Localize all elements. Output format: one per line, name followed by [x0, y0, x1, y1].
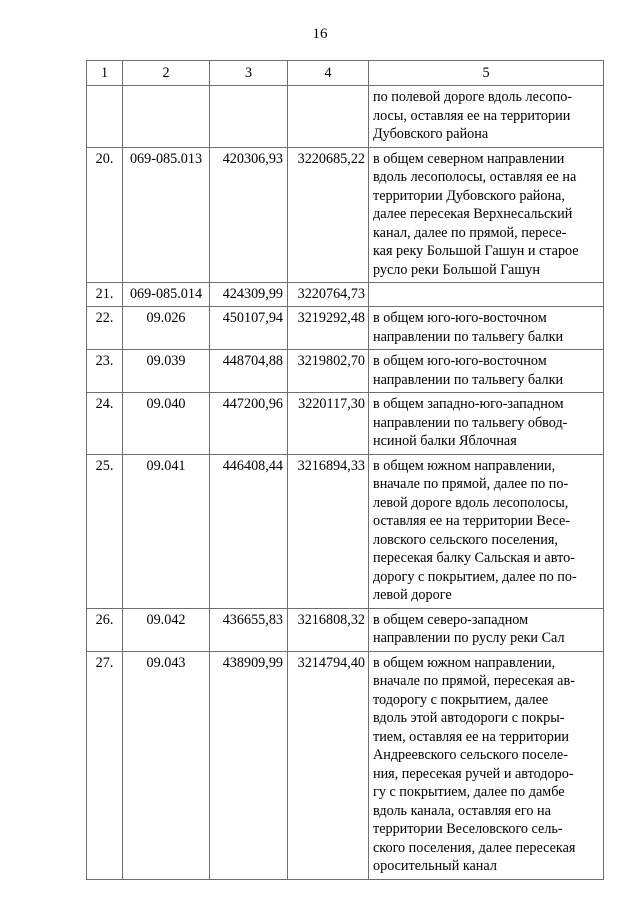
- row-number-cell: [87, 86, 123, 148]
- description-line: левой дороге: [373, 587, 452, 603]
- row-number-cell: 22.: [87, 307, 123, 350]
- header-cell: 3: [210, 61, 288, 86]
- point-code-cell: [123, 86, 210, 148]
- description-line: вначале по прямой, пересекая ав-: [373, 673, 575, 689]
- point-code-cell: 069-085.013: [123, 147, 210, 283]
- row-number-cell: 25.: [87, 454, 123, 608]
- description-line: русло реки Большой Гашун: [373, 261, 540, 278]
- row-number-cell: 26.: [87, 608, 123, 651]
- point-code-cell: 09.042: [123, 608, 210, 651]
- description-line: по полевой дороге вдоль лесопо-: [373, 89, 573, 105]
- table-row: [87, 454, 604, 608]
- y-coordinate-cell: 3220117,30: [288, 393, 369, 455]
- description-line: ловского сельского поселения,: [373, 531, 558, 548]
- description-line: в общем южном направлении,: [373, 654, 556, 671]
- description-line: территории Веселовского сель-: [373, 821, 563, 837]
- description-line: вначале по прямой, далее по по-: [373, 476, 569, 492]
- route-description-cell: [369, 350, 604, 393]
- description-line: в общем юго-юго-восточном: [373, 353, 547, 369]
- description-line: оросительный канал: [373, 858, 497, 874]
- description-line: кая реку Большой Гашун и старое: [373, 243, 579, 259]
- description-line: направлении по тальвегу балки: [373, 371, 564, 388]
- description-line: пересекая балку Сальская и авто-: [373, 550, 575, 566]
- description-line: направлении по тальвегу обвод-: [373, 414, 568, 431]
- description-line: тодорогу с покрытием, далее: [373, 691, 549, 708]
- description-line: оставляя ее на территории Весе-: [373, 513, 570, 529]
- x-coordinate-cell: 446408,44: [210, 454, 288, 608]
- header-cell: 2: [123, 61, 210, 86]
- description-line: в общем юго-юго-восточном: [373, 310, 547, 326]
- description-line: дорогу с покрытием, далее по по-: [373, 568, 577, 585]
- description-line: ния, пересекая ручей и автодоро-: [373, 765, 574, 782]
- description-line: направлении по тальвегу балки: [373, 328, 564, 345]
- table-row: [87, 651, 604, 879]
- table-header-row: [87, 61, 604, 86]
- description-line: тием, оставляя ее на территории: [373, 728, 570, 745]
- description-line: территории Дубовского района,: [373, 187, 565, 204]
- description-line: Андреевского сельского поселе-: [373, 747, 568, 763]
- point-code-cell: 09.041: [123, 454, 210, 608]
- description-line: ского поселения, далее пересекая: [373, 839, 576, 856]
- x-coordinate-cell: 447200,96: [210, 393, 288, 455]
- table-row: [87, 147, 604, 283]
- route-description-cell: [369, 608, 604, 651]
- header-cell: 1: [87, 61, 123, 86]
- description-line: далее пересекая Верхнесальский: [373, 206, 573, 222]
- point-code-cell: 09.039: [123, 350, 210, 393]
- row-number-cell: 21.: [87, 283, 123, 307]
- x-coordinate-cell: 436655,83: [210, 608, 288, 651]
- x-coordinate-cell: 450107,94: [210, 307, 288, 350]
- route-description-cell: [369, 454, 604, 608]
- description-line: в общем южном направлении,: [373, 457, 556, 474]
- y-coordinate-cell: 3220685,22: [288, 147, 369, 283]
- x-coordinate-cell: 438909,99: [210, 651, 288, 879]
- x-coordinate-cell: 448704,88: [210, 350, 288, 393]
- description-line: в общем северном направлении: [373, 150, 565, 167]
- x-coordinate-cell: 424309,99: [210, 283, 288, 307]
- route-description-cell: [369, 147, 604, 283]
- y-coordinate-cell: 3219802,70: [288, 350, 369, 393]
- row-number-cell: 24.: [87, 393, 123, 455]
- table-row: [87, 350, 604, 393]
- y-coordinate-cell: 3216808,32: [288, 608, 369, 651]
- description-line: вдоль лесополосы, оставляя ее на: [373, 169, 577, 185]
- route-description-cell: [369, 283, 604, 307]
- x-coordinate-cell: [210, 86, 288, 148]
- page-number: 16: [312, 26, 328, 42]
- point-code-cell: 09.026: [123, 307, 210, 350]
- row-number-cell: 20.: [87, 147, 123, 283]
- y-coordinate-cell: 3216894,33: [288, 454, 369, 608]
- table-row: [87, 608, 604, 651]
- table-row: [87, 86, 604, 148]
- y-coordinate-cell: 3214794,40: [288, 651, 369, 879]
- row-number-cell: 27.: [87, 651, 123, 879]
- row-number-cell: 23.: [87, 350, 123, 393]
- table-row: [87, 283, 604, 307]
- x-coordinate-cell: 420306,93: [210, 147, 288, 283]
- route-description-cell: [369, 307, 604, 350]
- description-line: направлении по руслу реки Сал: [373, 630, 565, 646]
- point-code-cell: 069-085.014: [123, 283, 210, 307]
- route-description-cell: [369, 393, 604, 455]
- description-line: нсиной балки Яблочная: [373, 433, 517, 449]
- table-row: [87, 307, 604, 350]
- description-line: левой дороге вдоль лесополосы,: [373, 494, 569, 511]
- route-description-cell: [369, 651, 604, 879]
- y-coordinate-cell: 3220764,73: [288, 283, 369, 307]
- description-line: канал, далее по прямой, пересе-: [373, 224, 567, 241]
- boundary-coordinates-table: [86, 60, 604, 880]
- description-line: вдоль канала, оставляя его на: [373, 802, 551, 819]
- description-line: вдоль этой автодороги с покры-: [373, 710, 565, 726]
- description-line: в общем северо-западном: [373, 611, 529, 628]
- description-line: лосы, оставляя ее на территории: [373, 107, 571, 124]
- description-line: в общем западно-юго-западном: [373, 396, 564, 412]
- table-row: [87, 393, 604, 455]
- header-cell: 4: [288, 61, 369, 86]
- description-line: гу с покрытием, далее по дамбе: [373, 784, 565, 800]
- route-description-cell: [369, 86, 604, 148]
- header-cell: 5: [369, 61, 604, 86]
- description-line: Дубовского района: [373, 126, 489, 142]
- point-code-cell: 09.043: [123, 651, 210, 879]
- y-coordinate-cell: 3219292,48: [288, 307, 369, 350]
- y-coordinate-cell: [288, 86, 369, 148]
- point-code-cell: 09.040: [123, 393, 210, 455]
